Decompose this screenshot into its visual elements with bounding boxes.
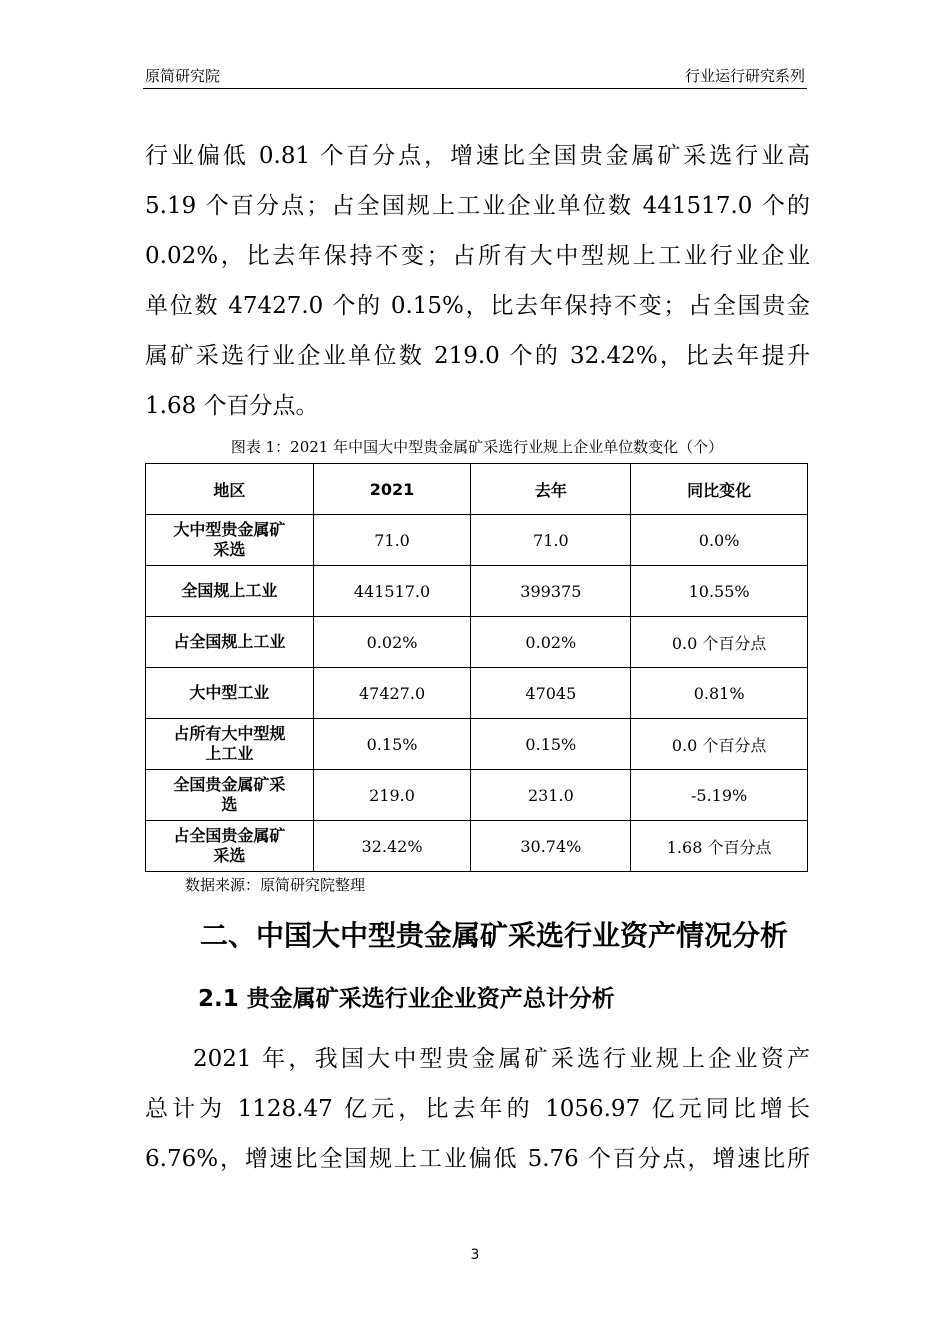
cell-2021: 0.15% [313, 719, 471, 770]
paragraph-1-line: 5.19 个百分点；占全国规上工业企业单位数 441517.0 个的 [145, 193, 810, 219]
row-label-line: 上工业 [205, 744, 254, 763]
row-label-line: 占全国贵金属矿 [173, 826, 286, 845]
cell-last-year: 231.0 [471, 770, 631, 821]
data-table [145, 463, 808, 872]
subsection-heading: 2.1 贵金属矿采选行业企业资产总计分析 [198, 986, 615, 1012]
page-number: 3 [470, 1247, 480, 1263]
header-right-series: 行业运行研究系列 [684, 67, 805, 85]
column-header-yoy-change: 同比变化 [631, 464, 808, 515]
cell-last-year: 0.15% [471, 719, 631, 770]
table-row [146, 668, 808, 719]
cell-yoy-change: 10.55% [631, 566, 808, 617]
row-label [146, 770, 314, 821]
cell-last-year: 0.02% [471, 617, 631, 668]
row-label-line: 选 [221, 795, 238, 814]
table-row [146, 719, 808, 770]
table-caption: 图表 1：2021 年中国大中型贵金属矿采选行业规上企业单位数变化（个） [230, 438, 724, 456]
cell-2021: 0.02% [313, 617, 471, 668]
paragraph-1 [145, 131, 810, 431]
table-row [146, 515, 808, 566]
cell-yoy-change: 0.0 个百分点 [631, 719, 808, 770]
column-header-region: 地区 [146, 464, 314, 515]
table-row [146, 821, 808, 872]
row-label-line: 全国贵金属矿采 [173, 775, 286, 794]
row-label-line: 采选 [213, 846, 246, 865]
table-source-note: 数据来源：原简研究院整理 [185, 876, 366, 894]
cell-2021: 47427.0 [313, 668, 471, 719]
row-label [146, 515, 314, 566]
row-label-line: 大中型贵金属矿 [173, 520, 286, 539]
cell-2021: 32.42% [313, 821, 471, 872]
row-label [146, 617, 314, 668]
cell-last-year: 399375 [471, 566, 631, 617]
paragraph-1-line: 行业偏低 0.81 个百分点，增速比全国贵金属矿采选行业高 [145, 143, 810, 169]
cell-yoy-change: 0.0% [631, 515, 808, 566]
row-label [146, 821, 314, 872]
row-label [146, 566, 314, 617]
section-heading: 二、中国大中型贵金属矿采选行业资产情况分析 [200, 919, 789, 952]
cell-yoy-change: -5.19% [631, 770, 808, 821]
column-header-last-year: 去年 [471, 464, 631, 515]
paragraph-1-line: 0.02%，比去年保持不变；占所有大中型规上工业行业企业 [145, 243, 810, 269]
cell-yoy-change: 0.0 个百分点 [631, 617, 808, 668]
row-label-line: 全国规上工业 [181, 581, 278, 600]
header-left-org: 原简研究院 [145, 67, 221, 85]
cell-yoy-change: 0.81% [631, 668, 808, 719]
table-row [146, 770, 808, 821]
row-label-line: 占所有大中型规 [173, 724, 286, 743]
column-header-2021: 2021 [313, 464, 471, 515]
cell-yoy-change: 1.68 个百分点 [631, 821, 808, 872]
paragraph-2-line: 6.76%，增速比全国规上工业偏低 5.76 个百分点，增速比所 [145, 1146, 810, 1172]
row-label-line: 大中型工业 [189, 683, 270, 702]
header-divider [143, 88, 807, 89]
table-row [146, 566, 808, 617]
row-label-line: 占全国规上工业 [173, 632, 286, 651]
table-row [146, 617, 808, 668]
paragraph-1-line: 1.68 个百分点。 [145, 393, 319, 419]
paragraph-1-line: 属矿采选行业企业单位数 219.0 个的 32.42%，比去年提升 [145, 343, 810, 369]
cell-last-year: 30.74% [471, 821, 631, 872]
cell-2021: 71.0 [313, 515, 471, 566]
cell-2021: 219.0 [313, 770, 471, 821]
cell-last-year: 47045 [471, 668, 631, 719]
cell-2021: 441517.0 [313, 566, 471, 617]
paragraph-1-line: 单位数 47427.0 个的 0.15%，比去年保持不变；占全国贵金 [145, 293, 810, 319]
row-label-line: 采选 [213, 540, 246, 559]
cell-last-year: 71.0 [471, 515, 631, 566]
row-label [146, 719, 314, 770]
paragraph-2-line: 总计为 1128.47 亿元，比去年的 1056.97 亿元同比增长 [145, 1096, 810, 1122]
row-label [146, 668, 314, 719]
paragraph-2-line: 2021 年，我国大中型贵金属矿采选行业规上企业资产 [193, 1046, 810, 1072]
paragraph-2 [145, 1034, 810, 1184]
table-body [146, 515, 808, 872]
